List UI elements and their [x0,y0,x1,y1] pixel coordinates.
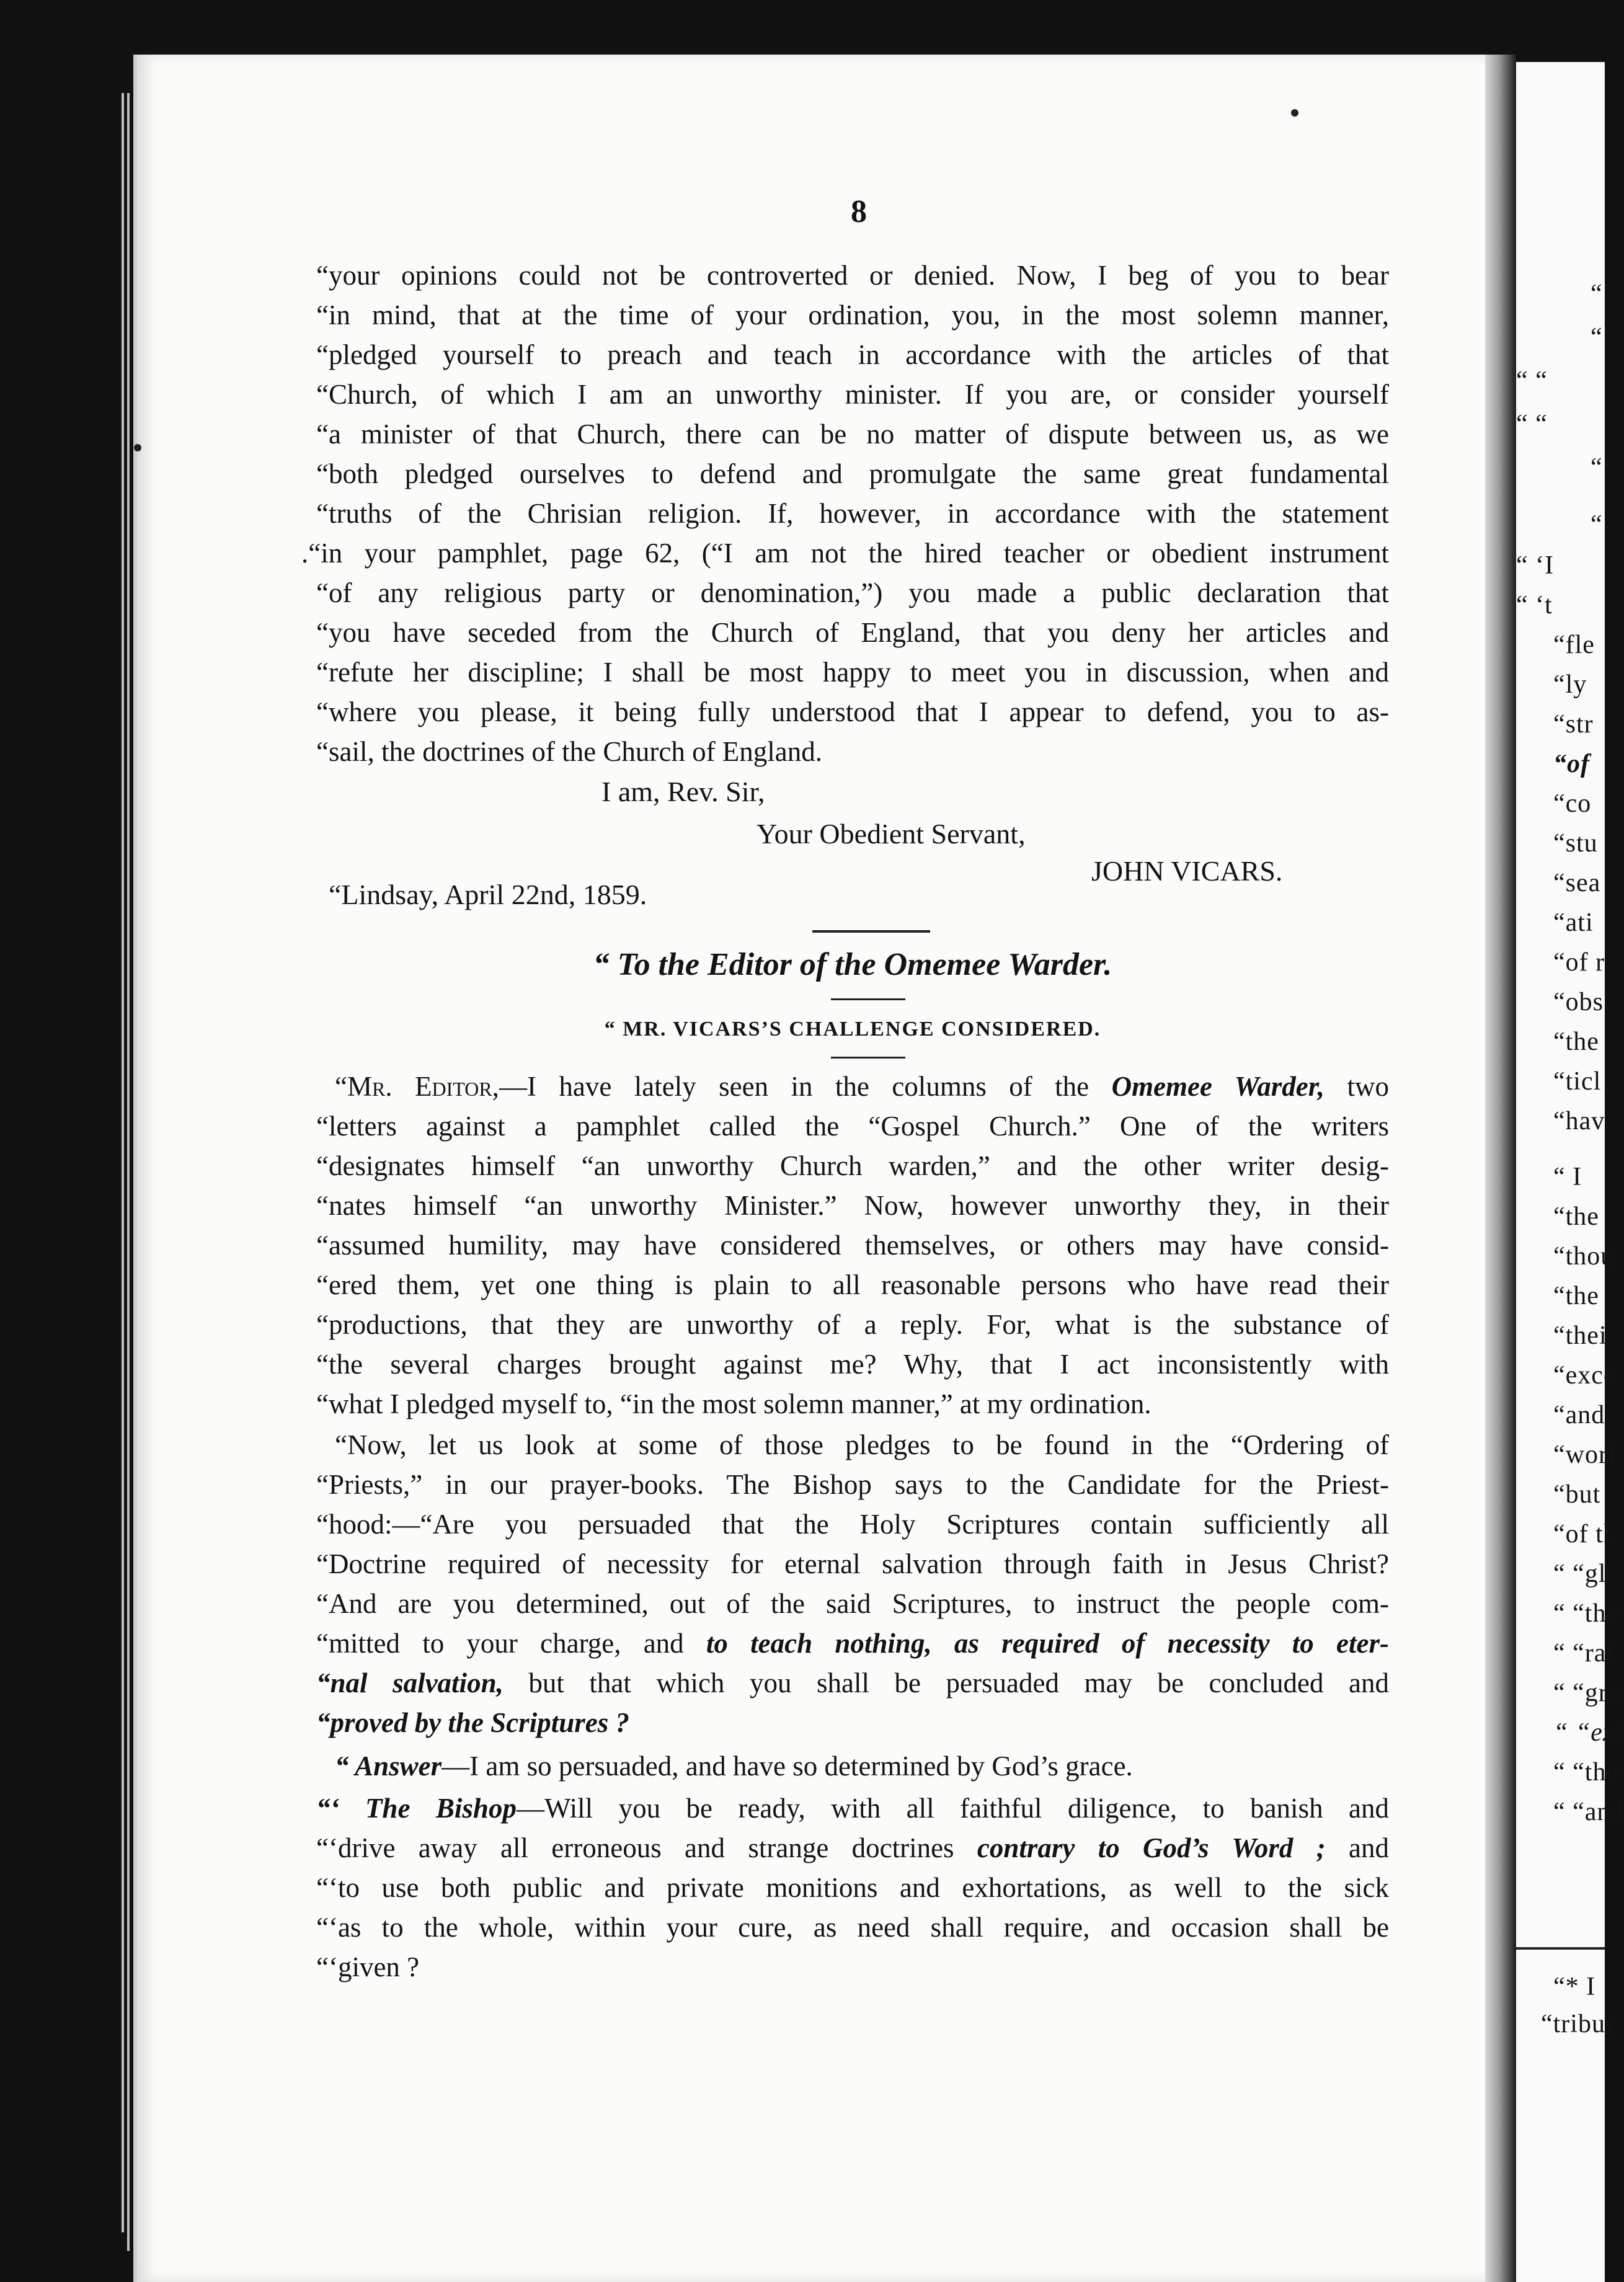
facing-text: “* I [1553,1973,1596,2001]
speck [1291,109,1298,117]
text-line: “of any religious party or denomination,”) you made a public declaration that [316,577,1389,608]
text-line: “sail, the doctrines of the Church of England. [316,736,823,767]
facing-text: “sea [1553,869,1601,897]
text-line [316,1664,1389,1702]
facing-text: “hav [1553,1107,1605,1135]
text-line: “a minister of that Church, there can be no matter of dispute between us, as we [316,419,1389,450]
facing-text: “the [1553,1028,1599,1056]
text-span: two [1324,1071,1389,1102]
page-number: 8 [851,194,867,229]
facing-text: “ I [1553,1163,1582,1191]
facing-text: “of tl [1553,1520,1612,1548]
facing-text: “thei [1553,1321,1607,1350]
emphasis: “proved by the Scriptures ? [316,1707,629,1738]
facing-text: “but [1553,1480,1601,1509]
text-line: “truths of the Chrisian religion. If, however, in accordance with the statement [316,498,1389,529]
divider [831,1057,905,1059]
text-line: “‘given ? [316,1951,420,1982]
emphasis: contrary to God’s Word ; [977,1832,1326,1863]
text-line [335,1747,1389,1785]
signature: JOHN VICARS. [1091,855,1283,887]
facing-text: “ “the [1553,1758,1619,1787]
facing-text: “the [1553,1282,1599,1310]
text-line: “assumed humility, may have considered themselves, or others may have consid- [316,1230,1389,1261]
text-line: “‘to use both public and private monitions and exhortations, as well to the sick [316,1872,1389,1903]
divider [812,930,930,933]
letter-subheading: “ MR. VICARS’S CHALLENGE CONSIDERED. [604,1018,1101,1041]
facing-footnote-rule [1516,1947,1605,1950]
text-line: “hood:—“Are you persuaded that the Holy Scriptures contain sufficiently all [316,1509,1389,1540]
facing-text: “ “ [1516,410,1548,438]
text-line [335,1068,1389,1105]
newspaper-name: Omemee Warder, [1111,1071,1325,1102]
text-line: “refute her discipline; I shall be most happy to meet you in discussion, when and [316,657,1389,688]
facing-text: “ “the [1553,1599,1619,1628]
text-line: “your opinions could not be controverted or denied. Now, I beg of you to bear [316,260,1389,291]
facing-text: “fle [1553,631,1595,659]
speck [134,444,141,451]
facing-text: “ [1591,453,1603,482]
text-line: “Church, of which I am an unworthy minister. If you are, or consider yourself [316,379,1389,410]
text-span: —Will you be ready, with all faithful diligence, to banish and [516,1793,1390,1824]
text-line [316,1704,1389,1741]
facing-text: “ “ext [1553,1718,1623,1747]
facing-text: “str [1553,710,1594,739]
page-stack-edge [127,93,130,2251]
facing-text: “worl [1553,1441,1616,1469]
text-line [316,1625,1389,1662]
text-line: “pledged yourself to preach and teach in accordance with the articles of that [316,339,1389,370]
text-line [316,1790,1389,1827]
page-stack-edge [122,93,124,2232]
facing-text: “ “ral [1553,1639,1615,1667]
facing-text: “ ‘I [1516,551,1555,580]
facing-text: “ “and [1553,1798,1624,1826]
facing-text: “obs [1553,988,1604,1016]
text-line: “you have seceded from the Church of England, that you deny her articles and [316,617,1389,648]
text-line: “where you please, it being fully understood that I appear to defend, you to as- [316,696,1389,727]
facing-text: “ati [1553,908,1594,937]
facing-text: “tribut [1541,2010,1613,2038]
text-span: “‘drive away all erroneous and strange doctrines [316,1832,977,1863]
facing-text: “ly [1553,670,1587,699]
text-span: —I am so persuaded, and have so determined by God’s grace. [441,1751,1133,1782]
text-line [316,1829,1389,1867]
text-line: “Doctrine required of necessity for eternal salvation through faith in Jesus Christ? [316,1548,1389,1579]
facing-text: “stu [1553,829,1598,858]
facing-text: “of [1553,750,1590,778]
text-line: “designates himself “an unworthy Church warden,” and the other writer desig- [316,1150,1389,1181]
facing-text: “thou [1553,1242,1615,1271]
text-span: —I have lately seen in the columns of the [499,1071,1112,1102]
date-line: “Lindsay, April 22nd, 1859. [329,879,647,910]
text-line: “Priests,” in our prayer-books. The Bishop says to the Candidate for the Priest- [316,1469,1389,1500]
text-line: “‘as to the whole, within your cure, as need shall require, and occasion shall be [316,1912,1389,1943]
text-line: “productions, that they are unworthy of a reply. For, what is the substance of [316,1309,1389,1340]
facing-text: “ [1591,510,1603,539]
text-line: “in mind, that at the time of your ordination, you, in the most solemn manner, [316,300,1389,331]
closing: I am, Rev. Sir, [601,776,765,807]
text-line: “ered them, yet one thing is plain to all reasonable persons who have read their [316,1269,1389,1300]
text-line: “And are you determined, out of the said Scriptures, to instruct the people com- [316,1588,1389,1619]
answer-label: “ Answer [335,1751,442,1782]
emphasis: “nal salvation, [316,1667,504,1698]
text-line: “nates himself “an unworthy Minister.” Now, however unworthy they, in their [316,1190,1389,1221]
text-line: “what I pledged myself to, “in the most solemn manner,” at my ordination. [316,1388,1151,1419]
facing-text: “ “ [1516,366,1548,395]
facing-text: “ “gre [1553,1679,1620,1707]
facing-text: “and [1553,1401,1605,1429]
facing-text: “ [1591,280,1603,308]
salutation: “Mr. Editor, [335,1071,499,1102]
facing-text: “ticl [1553,1067,1602,1096]
letter-heading: “ To the Editor of the Omemee Warder. [593,947,1112,982]
facing-text: “of r [1553,948,1605,977]
facing-text: “exce [1553,1361,1616,1390]
text-span: and [1325,1832,1389,1863]
text-line: “letters against a pamphlet called the “Gospel Church.” One of the writers [316,1111,1389,1142]
facing-text: “ “gl [1553,1560,1607,1588]
text-span: but that which you shall be persuaded may be concluded and [503,1667,1389,1698]
text-line: “Now, let us look at some of those pledges to be found in the “Ordering of [335,1429,1389,1460]
text-line: .“in your pamphlet, page 62, (“I am not the hired teacher or obedient instrument [301,538,1389,569]
facing-text: “ ‘t [1516,591,1553,619]
facing-text: “co [1553,789,1592,818]
bishop-label: “‘ The Bishop [316,1793,517,1824]
facing-page [1516,62,1624,2282]
emphasis: to teach nothing, as required of necessity to eter- [706,1628,1389,1659]
text-span: “mitted to your charge, and [316,1628,706,1659]
text-line: “both pledged ourselves to defend and promulgate the same great fundamental [316,458,1389,489]
divider [831,998,905,1000]
facing-text: “the [1553,1202,1599,1231]
facing-text: “ [1591,323,1603,352]
text-line: “the several charges brought against me? Why, that I act inconsistently with [316,1349,1389,1380]
book-gutter [1485,55,1516,2282]
servant-line: Your Obedient Servant, [757,818,1026,850]
